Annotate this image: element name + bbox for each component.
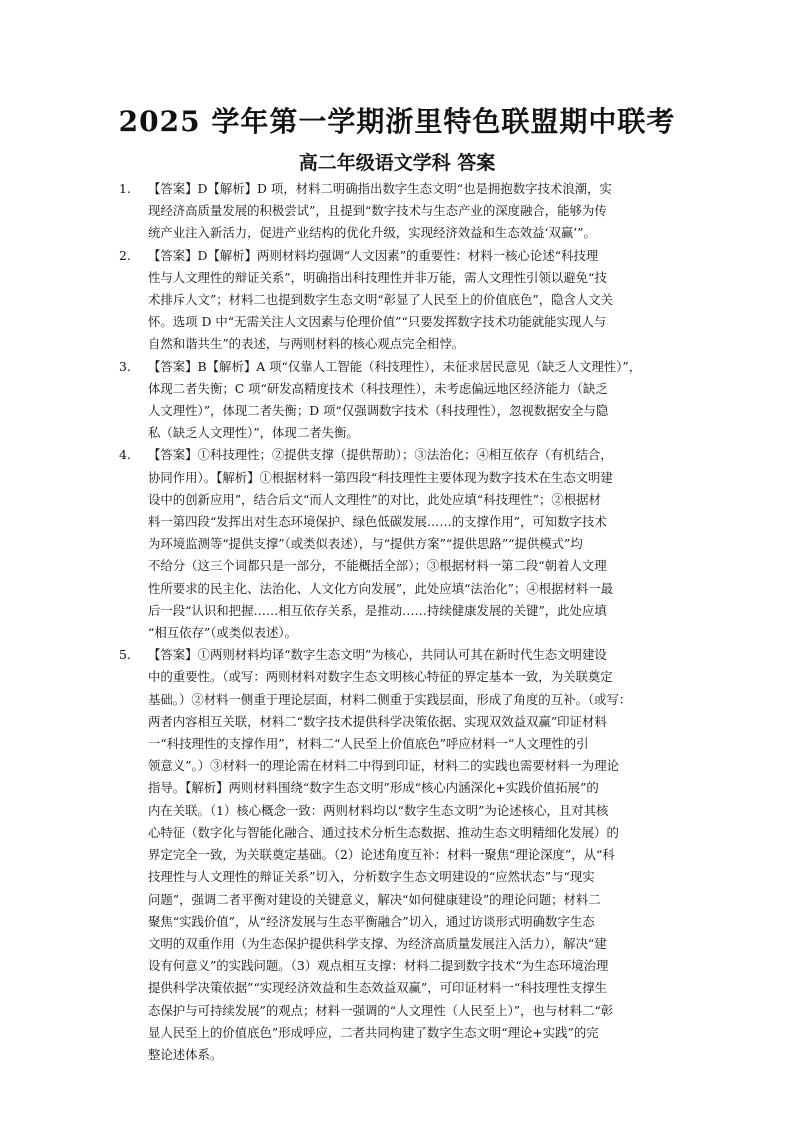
- answer-text: 【答案】①两则材料均译“数字生态文明”为核心，共同认可其在新时代生态文明建设 中的重要性。（或写：两则材料对数字生态文明核心特征的界定基本一致，为关联奠定 基础。）②材料一侧重于理论层面，材料二侧重于实践层面，形成了角度的互补。（或写： 两者内容相互关联，材料二“数字技术提供科学决策依据、实现双效益双赢”印证材料 一“科技理性的支撑作用”，材料二“人民至上价值底色”呼应材料一“人文理性的引 领意义”。）③材料一的理论需在材料二中得到印证，材料二的实践也需要材料一为理论 指导。【解析】两则材料围绕“数字生态文明”形成“核心内涵深化+实践价值拓展”的 内在关联。（1）核心概念一致：两则材料均以“数字生态文明”为论述核心，且对其核 心特征（数字化与智能化融合、通过技术分析生态数据、推动生态文明精细化发展）的 界定完全一致，为关联奠定基础。（2）论述角度互补：材料一聚焦“理论深度”，从“科 技理性与人文理性的辩证关系”切入，分析数字生态文明建设的“应然状态”与“现实 问题”，强调二者平衡对建设的关键意义，解决“如何健康建设”的理论问题；材料二 聚焦“实践价值”，从“经济发展与生态平衡融合”切入，通过访谈形式明确数字生态 文明的双重作用（为生态保护提供科学支撑、为经济高质量发展注入活力），解决“建 设有何意义”的实践问题。（3）观点相互支撑：材料二提到数字技术“为生态环境治理 提供科学决策依据”“实现经济效益和生态效益双赢”，可印证材料一“科技理性支撑生 态保护与可持续发展”的观点；材料一强调的“人文理性（人民至上）”，也与材料二“彰 显人民至上的价值底色”形成呼应，二者共同构建了数字生态文明“理论+实践”的完 整论述体系。: [148, 647, 632, 1062]
- question-number: 2.: [119, 247, 131, 263]
- answer-item-3: [119, 356, 673, 445]
- answer-text: 【答案】B【解析】A 项“仅靠人工智能（科技理性），未征求居民意见（缺乏人文理性）”， 体现二者失衡；C 项“研发高精度技术（科技理性），未考虑偏远地区经济能力（缺乏 人文理性）”，体现二者失衡；D 项“仅强调数字技术（科技理性），忽视数据安全与隐 私（缺乏人文理性）”，体现二者失衡。: [148, 358, 642, 441]
- answer-item-5: [119, 644, 673, 1066]
- question-number: 3.: [119, 358, 131, 374]
- answer-text: 【答案】D【解析】两则材料均强调“人文因素”的重要性：材料一核心论述“科技理 性与人文理性的辩证关系”，明确指出科技理性并非万能，需人文理性引领以避免“技 术排斥人文”；材料二也提到数字生态文明“彰显了人民至上的价值底色”，隐含人文关 怀。选项 D 中“无需关注人文因素与伦理价值”“只要发挥数字技术功能就能实现人与 自然和谐共生”的表述，与两则材料的核心观点完全相悖。: [148, 247, 614, 352]
- answer-key-subtitle: 高二年级语文学科 答案: [298, 152, 496, 174]
- question-number: 1.: [119, 181, 131, 196]
- exam-title: 2025 学年第一学期浙里特色联盟期中联考: [118, 105, 676, 138]
- question-number: 5.: [119, 647, 131, 663]
- question-number: 4.: [119, 447, 131, 463]
- answer-item-2: [119, 245, 673, 356]
- answer-text: 【答案】①科技理性；②提供支撑（提供帮助）；③法治化；④相互依存（有机结合， 协同作用）。【解析】①根据材料一第四段“科技理性主要体现为数字技术在生态文明建 设中的创新应用”，结合后文“而人文理性”的对比，此处应填“科技理性”；②根据材 料一第四段“发挥出对生态环境保护、绿色低碳发展……的支撑作用”，可知数字技术 为环境监测等“提供支撑”（或类似表述），与“提供方案”“提供思路”“提供模式”均 不给分（这三个词都只是一部分，不能概括全部）；③根据材料一第二段“朝着人文理 性所要求的民主化、法治化、人文化方向发展”，此处应填“法治化”；④根据材料一最 后一段“认识和把握……相互依存关系，是推动……持续健康发展的关键”，此处应填 “相互依存”（或类似表述）。: [148, 447, 614, 641]
- answer-list: [0, 178, 794, 1066]
- answer-item-1: [119, 178, 673, 245]
- answer-item-4: [119, 444, 673, 644]
- answer-text: 【答案】D【解析】D 项，材料二明确指出数字生态文明“也是拥抱数字技术浪潮，实 现经济高质量发展的积极尝试”，且提到“数字技术与生态产业的深度融合，能够为传 统产业注入新活力，促进产业结构的优化升级，实现经济效益和生态效益‘双赢’”。: [148, 181, 612, 241]
